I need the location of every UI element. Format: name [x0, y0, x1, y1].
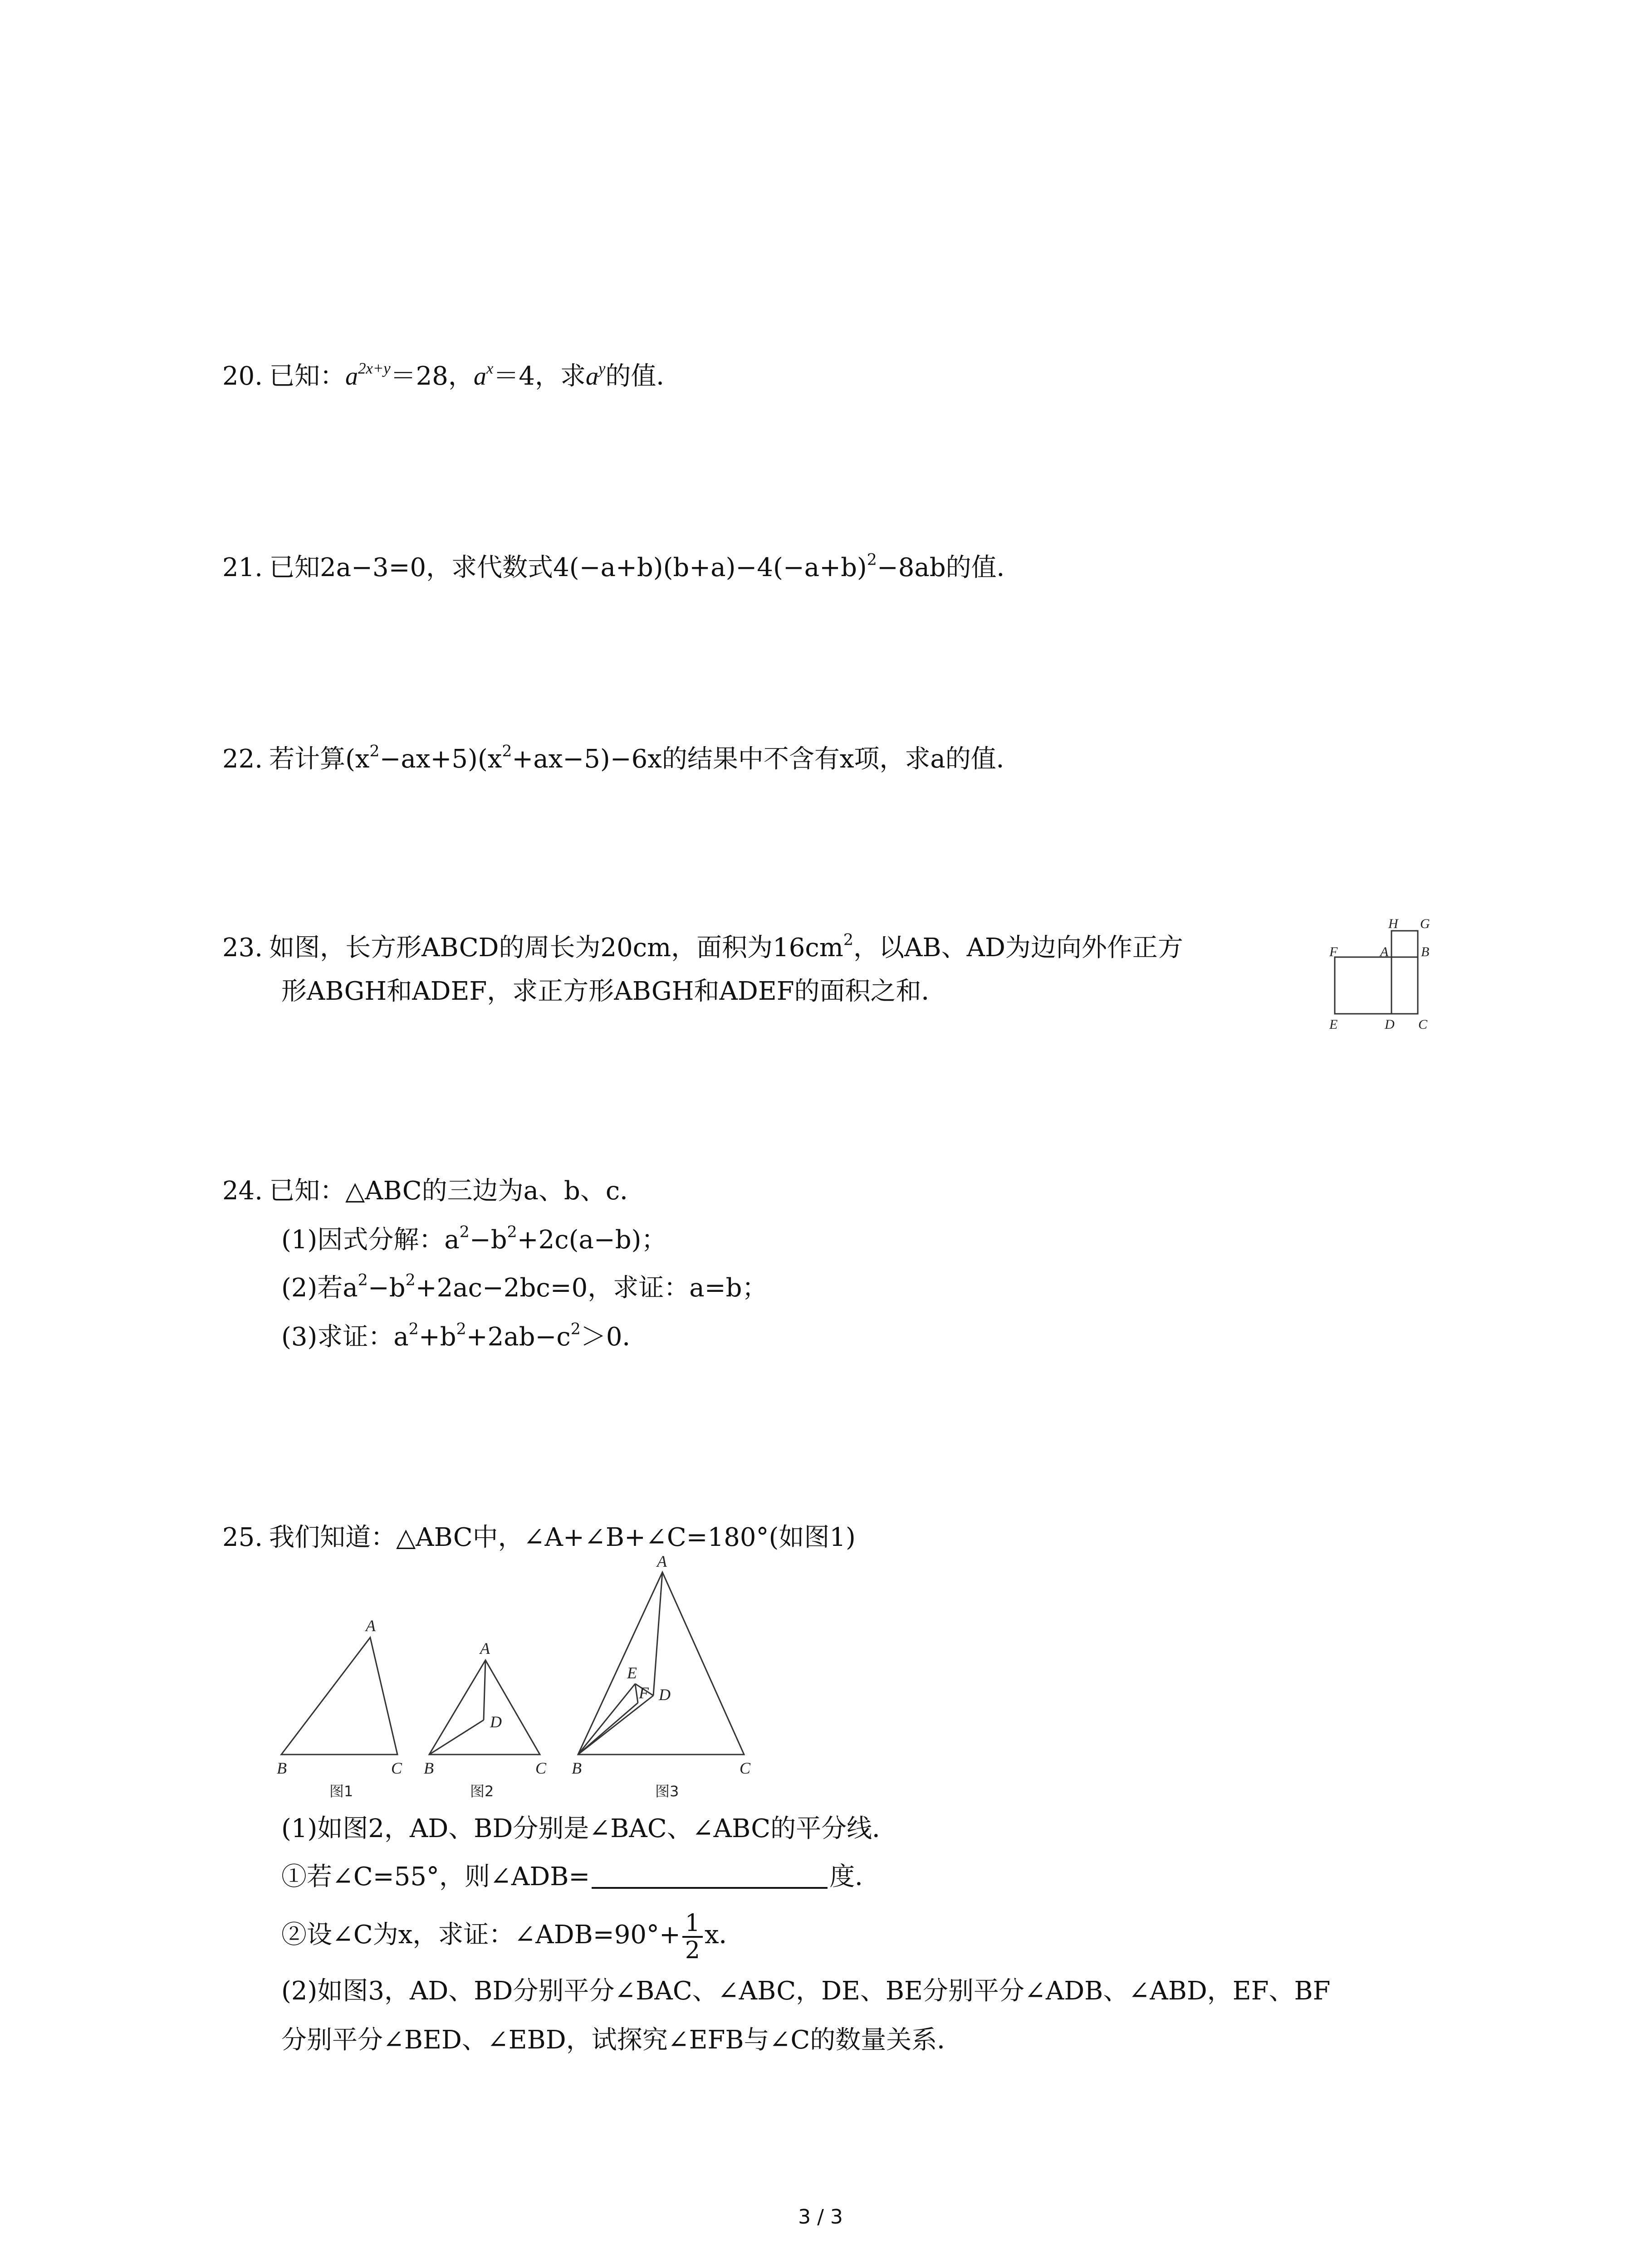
fig3-label-B: B [572, 1759, 582, 1777]
text: ＝28， [390, 362, 474, 391]
question-number: 21. [222, 553, 263, 582]
text: 若计算(x [269, 744, 370, 774]
text: 度． [829, 1862, 881, 1892]
fig1-label-A: A [366, 1617, 376, 1635]
fig2-label-A: A [480, 1639, 490, 1657]
exponent: y [598, 359, 606, 377]
fraction-denominator: 2 [685, 1936, 700, 1964]
fig2-label-C: C [535, 1759, 547, 1777]
question-24-stem [222, 1173, 645, 1209]
fig2-label-B: B [424, 1759, 434, 1777]
label-H: H [1388, 916, 1398, 931]
exponent: 2 [408, 1320, 419, 1339]
exponent: 2 [570, 1320, 581, 1339]
question-number: 24. [222, 1176, 263, 1206]
question-number: 22. [222, 744, 263, 774]
fig3-label-C: C [740, 1759, 751, 1777]
text: ，以AB、AD为边向外作正方 [853, 933, 1183, 963]
question-24-part-3 [281, 1319, 648, 1355]
text: ②设∠C为x，求证：∠ADB=90°+ [281, 1920, 681, 1950]
text: x． [704, 1920, 745, 1950]
text: ＝4，求 [493, 362, 586, 391]
exponent: 2 [867, 551, 877, 569]
question-number: 20. [222, 362, 263, 391]
figure-rectangle-squares [1329, 912, 1465, 1043]
exponent: 2 [843, 931, 853, 949]
fig3-label-F: F [639, 1684, 649, 1702]
text: +ax−5)−6x的结果中不含有x项，求a的值． [512, 744, 1022, 774]
text: 已知：△ABC的三边为a、b、c． [269, 1176, 646, 1206]
text: ＞0． [580, 1322, 648, 1352]
question-24-part-2 [281, 1270, 767, 1306]
exponent: 2 [459, 1223, 470, 1242]
question-20 [222, 358, 681, 395]
question-23-line-2 [281, 973, 947, 1010]
text: ①若∠C=55°，则∠ADB= [281, 1862, 590, 1892]
text: 我们知道：△ABC中，∠A+∠B+∠C=180°(如图1) [269, 1523, 856, 1552]
question-24-part-1 [281, 1222, 666, 1258]
text: 形ABGH和ADEF，求正方形ABGH和ADEF的面积之和． [281, 977, 947, 1006]
text: 的值． [605, 362, 682, 391]
question-number: 25. [222, 1523, 263, 1552]
exponent: 2 [358, 1271, 368, 1290]
question-25-part-1-i [281, 1859, 880, 1895]
fraction-one-half [682, 1911, 703, 1963]
text: +b [418, 1322, 456, 1352]
question-25-part-1-ii [281, 1908, 745, 1962]
question-21 [222, 550, 1022, 586]
exponent: 2 [405, 1271, 416, 1290]
text: (1)如图2，AD、BD分别是∠BAC、∠ABC的平分线． [281, 1814, 898, 1843]
answer-blank[interactable] [592, 1863, 828, 1889]
text: (2)如图3，AD、BD分别平分∠BAC、∠ABC，DE、BE分别平分∠ADB、∠ABD，EF、BF [281, 1976, 1331, 2006]
text: +2ab−c [466, 1322, 571, 1352]
var: a [345, 362, 358, 391]
fig1-label-B: B [277, 1759, 287, 1777]
fig3-label-E: E [627, 1664, 637, 1682]
label-C: C [1418, 1017, 1428, 1032]
question-25-part-2-line-2 [281, 2022, 962, 2058]
fig2-caption: 图2 [470, 1783, 494, 1800]
text: 已知： [269, 362, 346, 391]
fig3-label-D: D [659, 1686, 671, 1704]
exponent: 2x+y [358, 359, 391, 377]
exponent: 2 [507, 1223, 517, 1242]
exponent: 2 [369, 742, 380, 761]
text: 分别平分∠BED、∠EBD，试探究∠EFB与∠C的数量关系． [281, 2025, 963, 2055]
fig2-label-D: D [490, 1713, 502, 1731]
label-E: E [1329, 1017, 1338, 1032]
fraction-numerator: 1 [682, 1911, 703, 1938]
text: +2c(a−b)； [517, 1225, 667, 1255]
question-25-part-2-line-1 [281, 1973, 1331, 2009]
fig1-label-C: C [391, 1759, 402, 1777]
exponent: x [486, 359, 494, 377]
label-G: G [1420, 916, 1430, 931]
label-D: D [1385, 1017, 1395, 1032]
text: (2)若a [281, 1273, 358, 1303]
label-A: A [1380, 944, 1389, 959]
text: −8ab的值． [877, 553, 1022, 582]
question-22 [222, 741, 1022, 777]
question-23-line-1 [222, 930, 1183, 966]
fig3-label-A: A [657, 1552, 667, 1570]
text: 已知2a−3=0，求代数式4(−a+b)(b+a)−4(−a+b) [269, 553, 867, 582]
exponent: 2 [456, 1320, 466, 1339]
label-F: F [1329, 944, 1338, 959]
fig1-caption: 图1 [329, 1783, 353, 1800]
question-number: 23. [222, 933, 263, 963]
page-number: 3 / 3 [798, 2205, 843, 2229]
question-25-part-1 [281, 1811, 897, 1847]
var: a [586, 362, 598, 391]
text: +2ac−2bc=0，求证：a=b； [415, 1273, 768, 1303]
text: −b [367, 1273, 406, 1303]
text: −b [469, 1225, 507, 1255]
exponent: 2 [502, 742, 512, 761]
text: 如图，长方形ABCD的周长为20cm，面积为16cm [269, 933, 843, 963]
text: (3)求证：a [281, 1322, 409, 1352]
text: (1)因式分解：a [281, 1225, 460, 1255]
label-B: B [1421, 944, 1430, 959]
text: −ax+5)(x [379, 744, 502, 774]
figure-triangles [263, 1547, 798, 1801]
fig3-caption: 图3 [655, 1783, 679, 1800]
var: a [473, 362, 486, 391]
